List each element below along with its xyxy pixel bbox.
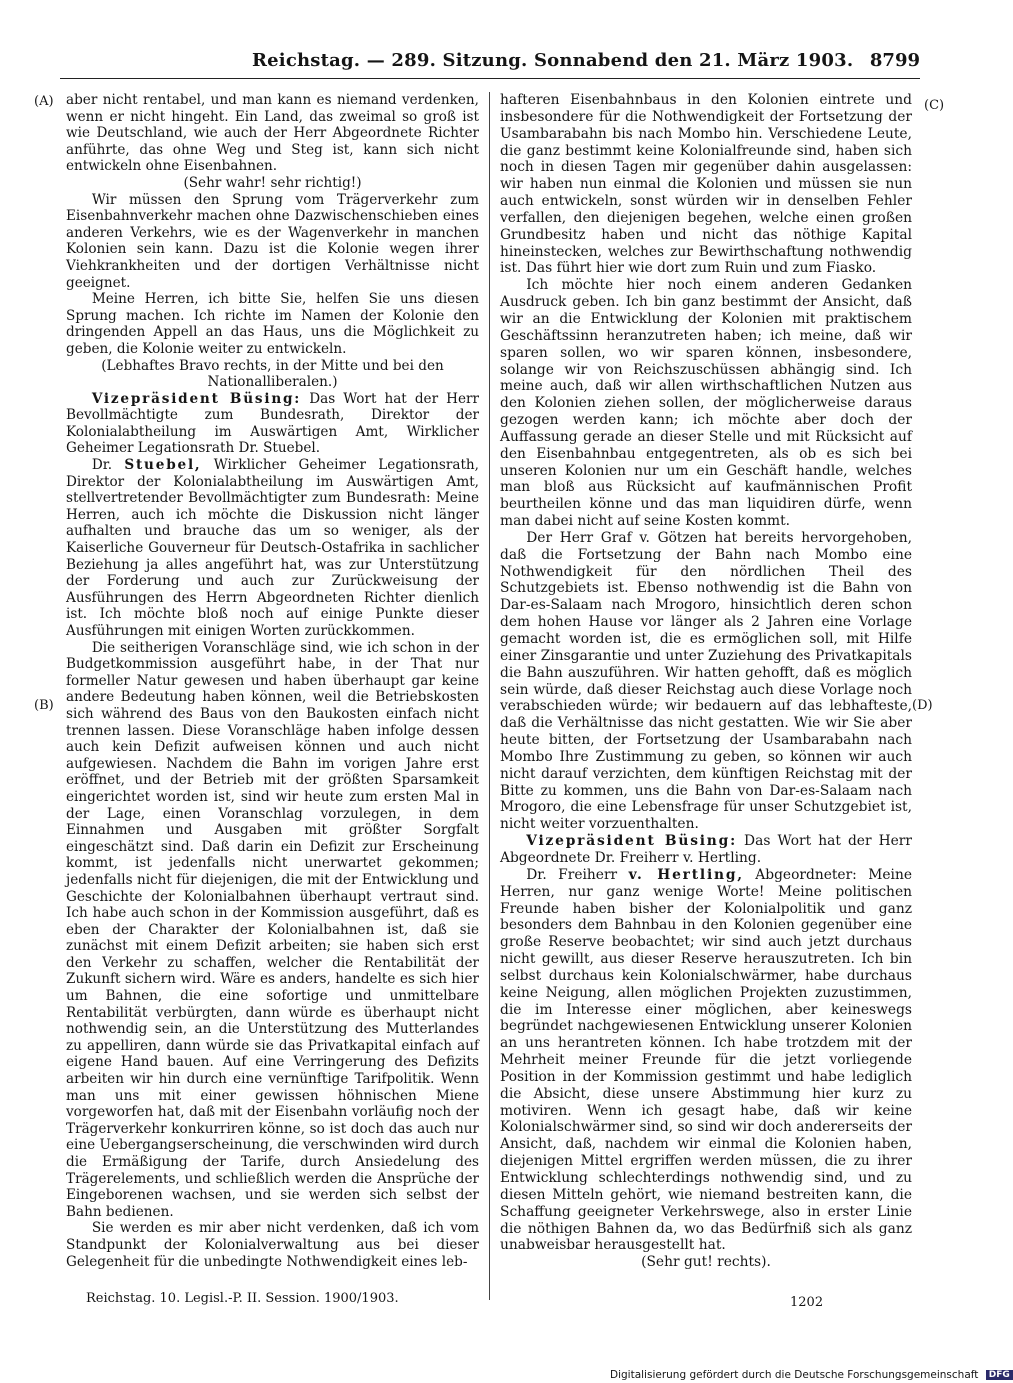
paragraph: Sie werden es mir aber nicht verdenken, daß ich vom Standpunkt der Kolonialverwaltung aus bei dieser Gelegenheit für die unbedingte Nothwendigkeit eines leb-	[66, 1220, 479, 1270]
margin-marker-d: (D)	[912, 698, 933, 713]
page-number: 8799	[869, 50, 920, 71]
interjection: (Sehr gut! rechts).	[641, 1254, 771, 1271]
speaker-prefix: Dr.	[91, 457, 113, 474]
credit-text: Digitalisierung gefördert durch die Deutsche Forschungsgemeinschaft	[610, 1369, 979, 1381]
paragraph-text: Das Wort hat der Herr Abgeordnete Dr. Freiherr v. Hertling.	[500, 833, 912, 866]
paragraph: Ich möchte hier noch einem anderen Gedanken Ausdruck geben. Ich bin ganz bestimmt der Ansicht, daß wir an die Entwicklung der Kolonien mit praktischem Geschäftssinn heranzutreten haben; ich meine, daß wir sparen sollen, wo wir sparen können, insbesondere, solange wir von Reichszuschüssen abhängig sind. Ich meine auch, daß wir allen wirthschaftlichen Nutzen aus den Kolonien ziehen sollen, der möglicherweise daraus gezogen werden kann; ich möchte aber doch der Auffassung gerade an dieser Stelle und mit Rücksicht auf den Eisenbahnbau entgegentreten, als ob es sich bei unseren Kolonien nur um ein Geschäft handle, welches man bloß aus Rücksicht auf kaufmännischen Profit beurtheilen könne und das man liquidiren dürfe, wenn man dabei nicht auf seine Kosten kommt.	[500, 277, 912, 530]
paragraph-text: Wirklicher Geheimer Legationsrath, Direktor der Kolonialabtheilung im Auswärtigen Amt, stellvertretender Bevollmächtigter zum Bundesrath: Meine Herren, auch ich möchte die Diskussion nicht länger aufhalten und brauche das um so weniger, als der Kaiserliche Gouverneur für Deutsch-Ostafrika in sachlicher Beziehung ja alles angeführt hat, was zur Unterstützung der Forderung und auch zur Zurückweisung der Ausführungen des Herrn Abgeordneten Richter dienlich ist. Ich möchte bloß noch auf einige Punkte dieser Ausführungen mit einigen Worten zurückkommen.	[66, 457, 479, 639]
column-divider	[489, 92, 490, 1300]
paragraph	[66, 391, 479, 457]
paragraph	[500, 833, 912, 867]
paragraph: Die seitherigen Voranschläge sind, wie ich schon in der Budgetkommission ausgeführt habe, in der That nur formeller Natur gewesen und haben überhaupt gar keine andere Bedeutung haben können, weil die Betriebskosten sich während des Baus von den Baukosten einfach nicht trennen lassen. Diese Voranschläge haben infolge dessen auch kein Defizit aufweisen können und auch nicht aufgewiesen. Nachdem die Bahn im vorigen Jahre erst eröffnet, und der Betrieb mit der größten Sparsamkeit eingerichtet worden ist, sind wir heute zum ersten Mal in der Lage, einen Voranschlag vorzulegen, in dem Einnahmen und Ausgaben mit größter Sorgfalt eingeschätzt sind. Daß darin ein Defizit zur Erscheinung kommt, ist jedenfalls nicht unerwartet gekommen; jedenfalls nicht für diejenigen, die mit der Entwicklung und Geschichte der Kolonialbahnen überhaupt vertraut sind. Ich habe auch schon in der Kommission ausgeführt, daß es eben der Charakter der Kolonialbahnen ist, daß sie zunächst mit einem Defizit arbeiten; sie haben sich erst den Verkehr zu schaffen, welcher die Rentabilität der Zukunft sichern wird. Wäre es anders, handelte es sich hier um Bahnen, die eine sofortige und unmittelbare Rentabilität verbürgten, dann würde es überhaupt nicht nothwendig sein, an die Unterstützung des Mutterlandes zu appelliren, dann würde sie das Privatkapital einfach auf eigene Hand bauen. Auf eine Verringerung des Defizits arbeiten wir hin durch eine vernünftige Tarifpolitik. Wenn man uns mit einer gewissen höhnischen Miene vorgeworfen hat, daß mit der Eisenbahn vorläufig noch der Trägerverkehr konkurriren könne, so ist doch das auch nur eine Uebergangserscheinung, die verschwinden wird durch die Ermäßigung der Tarife, durch Ansiedelung des Trägerelements, und schließlich werden die Ansprüche der Eingeborenen wachsen, und sie werden sich selbst der Bahn bedienen.	[66, 639, 479, 1220]
margin-marker-a: (A)	[34, 94, 54, 109]
running-title: Reichstag. — 289. Sitzung. Sonnabend den 21. März 1903.	[252, 50, 854, 71]
footer-session-info: Reichstag. 10. Legisl.-P. II. Session. 1900/1903.	[86, 1291, 399, 1306]
paragraph	[500, 867, 912, 1254]
page-header	[60, 50, 920, 76]
speaker-name: Vizepräsident Büsing:	[526, 833, 737, 850]
margin-marker-b: (B)	[34, 698, 54, 713]
paragraph: hafteren Eisenbahnbaus in den Kolonien eintrete und insbesondere für die Nothwendigkeit der Fortsetzung der Usambarabahn bis nach Mombo hin. Verschiedene Leute, die ganz bestimmt keine Kolonialfreunde sind, haben sich noch in diesen Tagen mir gegenüber dahin ausgelassen: wir haben nun einmal die Kolonien und müssen sie nun auch entwickeln, sonst würden wir in denselben Fehler verfallen, den diejenigen begehen, welche einen großen Grundbesitz haben und nicht das nöthige Kapital hineinstecken, welches zur Bewirthschaftung nothwendig ist. Das führt hier wie dort zum Ruin und zum Fiasko.	[500, 92, 912, 277]
footer-signature-number: 1202	[790, 1295, 824, 1310]
speaker-name: Stuebel,	[124, 457, 202, 474]
paragraph: Meine Herren, ich bitte Sie, helfen Sie uns diesen Sprung machen. Ich richte im Namen der Kolonie den dringenden Appell an das Haus, uns die Möglichkeit zu geben, die Kolonie weiter zu entwickeln.	[66, 291, 479, 357]
paragraph: Wir müssen den Sprung vom Trägerverkehr zum Eisenbahnverkehr machen ohne Dazwischenschieben eines anderen Verkehrs, wie es der Wagenverkehr in manchen Kolonien sein kann. Dazu ist die Kolonie wegen ihrer Viehkrankheiten und der dortigen Verhältnisse nicht geeignet.	[66, 191, 479, 291]
speaker-name: v. Hertling,	[628, 866, 744, 883]
header-rule	[60, 78, 920, 79]
paragraph: aber nicht rentabel, und man kann es niemand verdenken, wenn er nicht hingeht. Ein Land, das zweimal so groß ist wie Deutschland, wie auch der Herr Abgeordnete Richter anführte, das ohne Weg und Steg ist, kann sich nicht entwickeln ohne Eisenbahnen.	[66, 92, 479, 175]
interjection: (Sehr wahr! sehr richtig!)	[183, 174, 362, 191]
margin-marker-c: (C)	[924, 98, 945, 113]
right-column	[500, 92, 912, 1271]
speaker-prefix: Dr. Freiherr	[526, 866, 618, 883]
left-column	[66, 92, 479, 1270]
paragraph: Der Herr Graf v. Götzen hat bereits hervorgehoben, daß die Fortsetzung der Bahn nach Mombo eine Nothwendigkeit für den nördlichen Theil des Schutzgebiets ist. Ebenso nothwendig ist die Bahn von Dar-es-Salaam nach Mrogoro, hinsichtlich deren schon dem hohen Hause vor länger als 2 Jahren eine Vorlage gemacht worden ist, die es ermöglichen soll, mit Hilfe einer Zinsgarantie und unter Zuziehung des Privatkapitals die Bahn auszuführen. Wir hatten gehofft, daß es möglich sein würde, daß dieser Reichstag auch diese Vorlage noch verabschieden würde; wir bedauern auf das lebhafteste, daß die Verhältnisse das nicht gestatten. Wie wir Sie aber heute bitten, der Fortsetzung der Usambarabahn nach Mombo Ihre Zustimmung zu geben, so können wir auch nicht darauf verzichten, dem künftigen Reichstag mit der Bitte zu kommen, uns die Bahn von Dar-es-Salaam nach Mrogoro, die eine Lebensfrage für unser Schutzgebiet ist, nicht weiter vorzuenthalten.	[500, 529, 912, 833]
paragraph-text: Abgeordneter: Meine Herren, nur ganz wenige Worte! Meine politischen Freunde haben bisher der Kolonialpolitik und ganz besonders dem Bahnbau in den Kolonien gegenüber eine große Reserve beobachtet; wir sind auch jetzt durchaus nicht gewillt, aus dieser Reserve herauszutreten. Ich bin selbst durchaus kein Kolonialschwärmer, habe durchaus keine Neigung, allen möglichen Projekten zuzustimmen, die im Interesse einer möglichen, aber keineswegs begründet nachgewiesenen Entwicklung unserer Kolonien an uns herantreten können. Ich habe trotzdem mit der Mehrheit meiner Freunde für die jetzt vorliegende Position in der Kommission gestimmt und habe lediglich die Absicht, diese unsere Abstimmung hier kurz zu motiviren. Wenn ich gesagt habe, daß wir keine Kolonialschwärmer sind, so sind wir doch andererseits der Ansicht, daß, nachdem wir einmal die Kolonien haben, diejenigen Mittel ergriffen werden müssen, die zu ihrer Entwicklung schlechterdings nothwendig sind, und zu diesen Mitteln gehört, wie niemand bestreiten kann, die Schaffung geeigneter Verkehrswege, also in erster Linie die nöthigen Bahnen da, wo das Bedürfniß sich als ganz unabweisbar herausgestellt hat.	[500, 866, 912, 1254]
dfg-logo: DFG	[986, 1370, 1013, 1380]
paragraph	[66, 457, 479, 640]
digitization-credit	[610, 1369, 1010, 1383]
interjection: (Lebhaftes Bravo rechts, in der Mitte und bei den Nationalliberalen.)	[101, 357, 444, 391]
paragraph-text: Das Wort hat der Herr Bevollmächtigte zum Bundesrath, Direktor der Kolonialabtheilung im Auswärtigen Amt, Wirklicher Geheimer Legationsrath Dr. Stuebel.	[66, 390, 480, 457]
speaker-name: Vizepräsident Büsing:	[91, 390, 302, 407]
